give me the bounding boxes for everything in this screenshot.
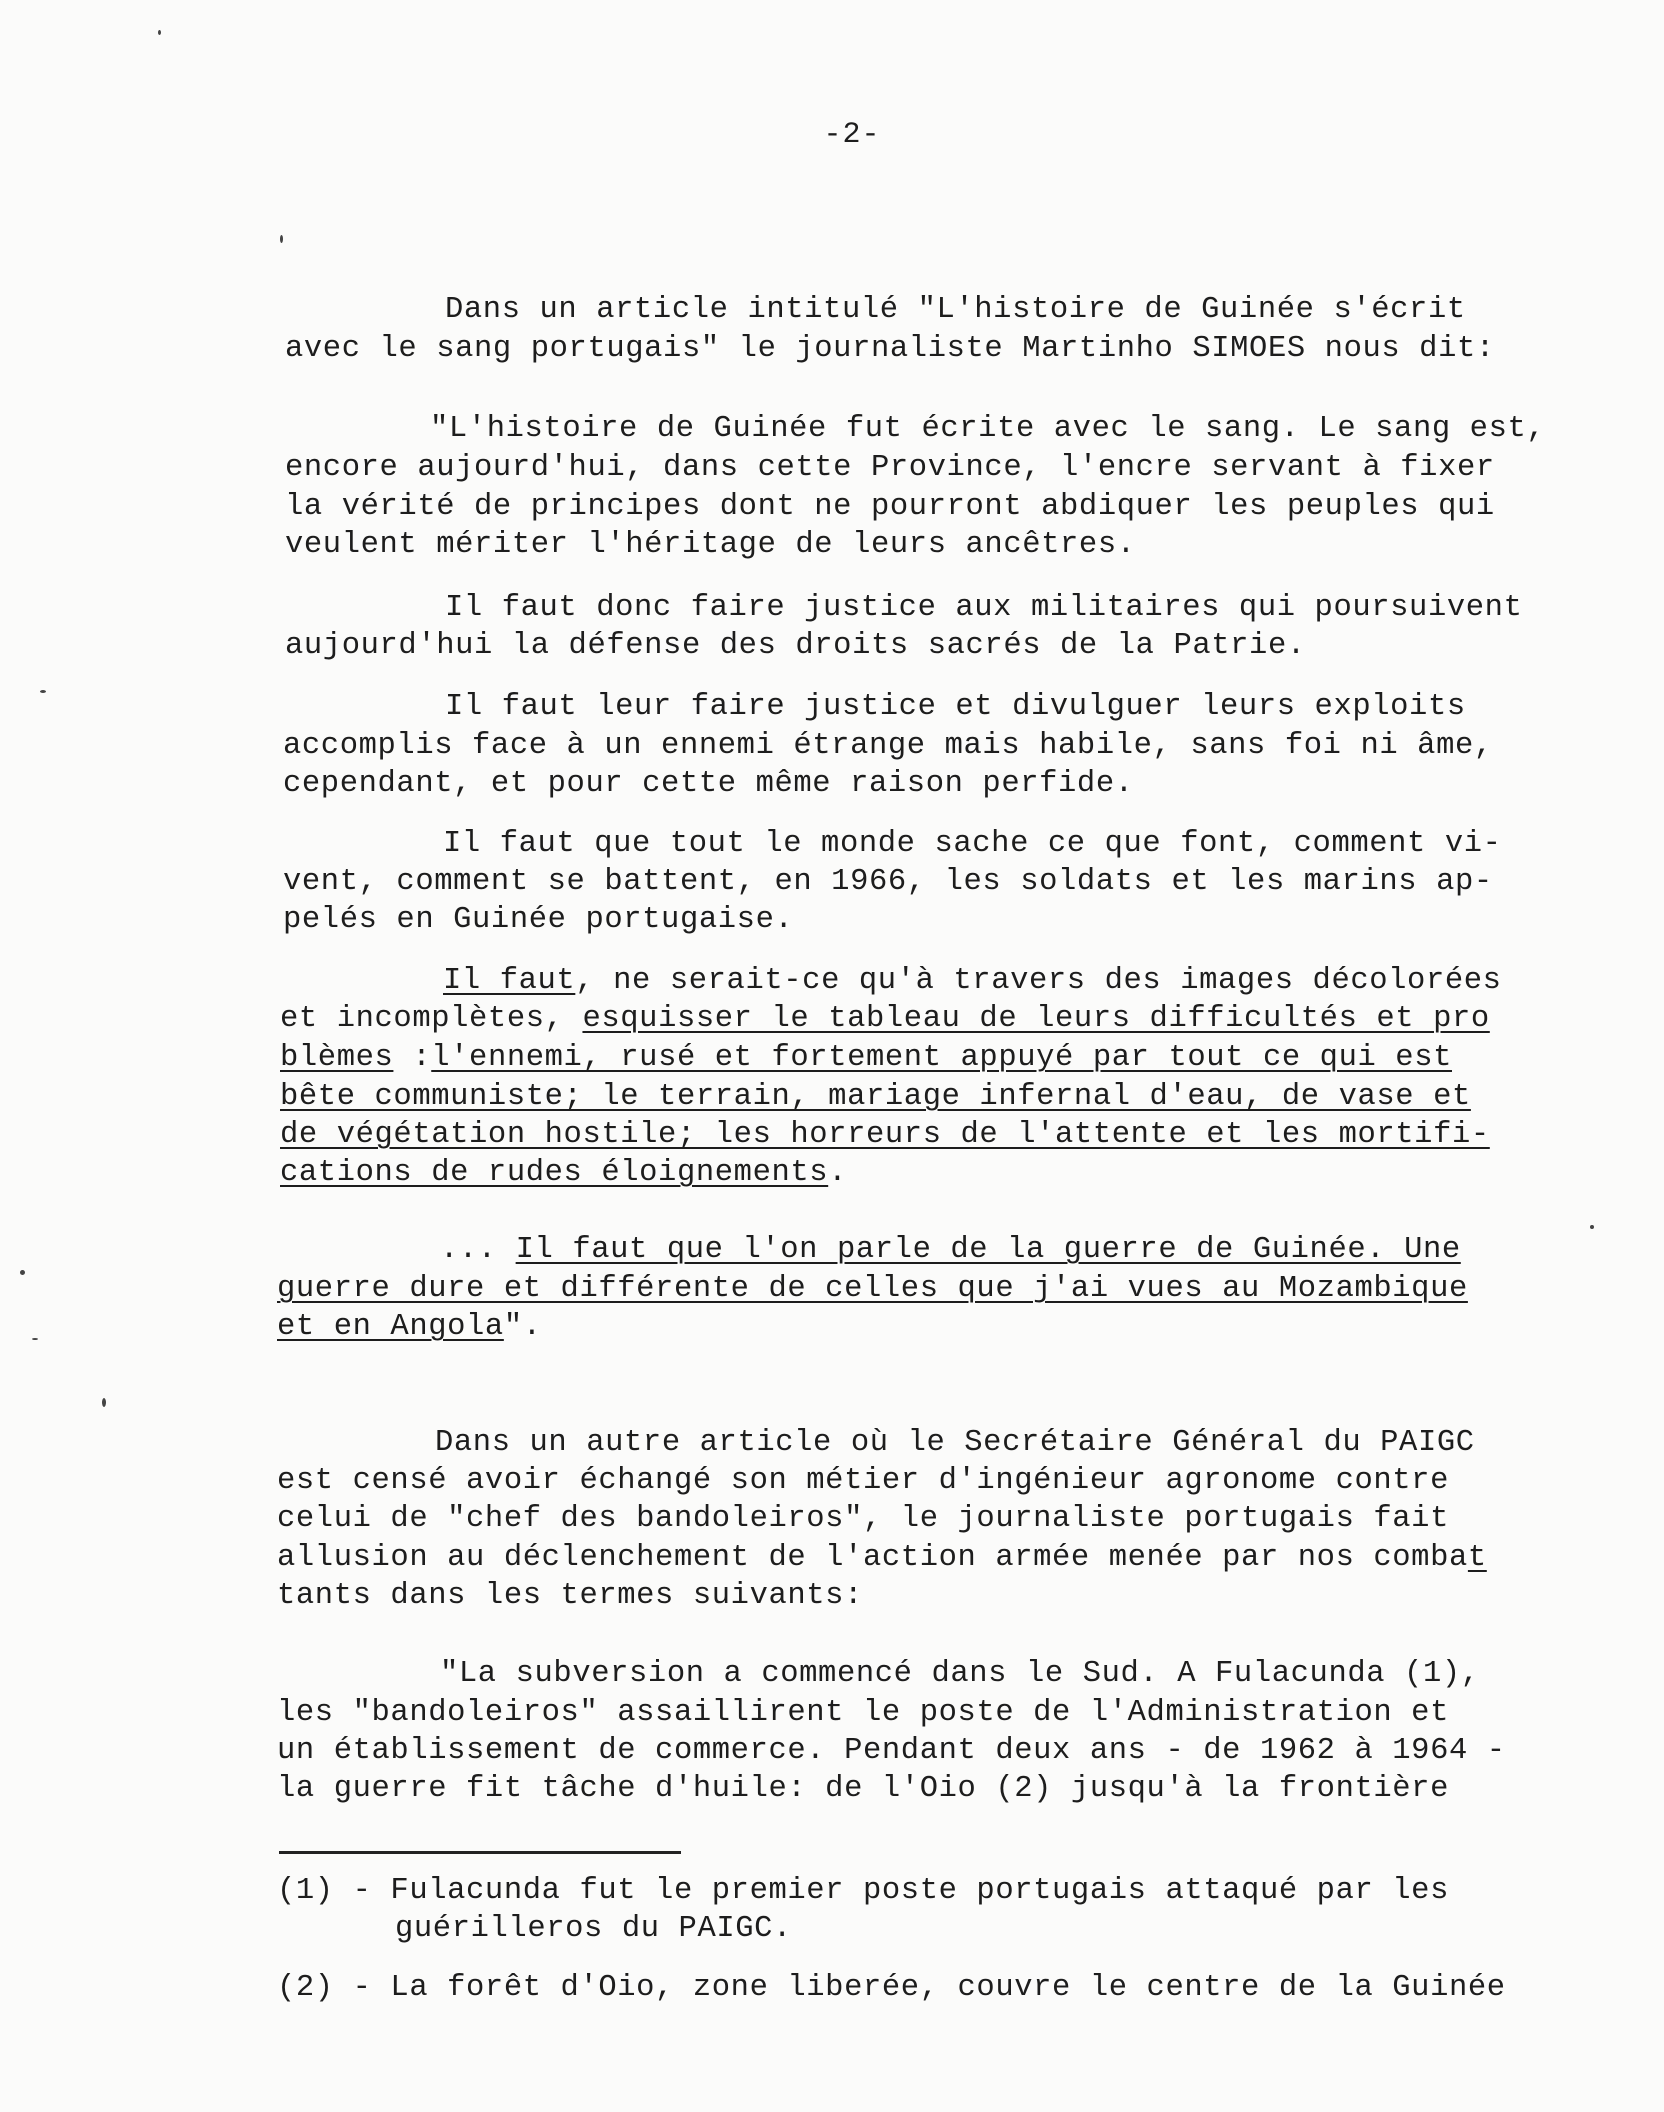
quote1-p3-line-3: cependant, et pour cette même raison perfide. <box>283 767 1134 801</box>
underlined-phrase: guerre dure et différente de celles que j'ai vues au Mozambique <box>277 1272 1468 1306</box>
quote1-p4-line-2: vent, comment se battent, en 1966, les soldats et les marins ap- <box>283 865 1493 899</box>
quote1-p4-line-3: pelés en Guinée portugaise. <box>283 903 794 937</box>
footnote-separator <box>279 1851 681 1854</box>
underlined-phrase: cations de rudes éloignements <box>280 1156 829 1190</box>
quote1-p3-line-1: Il faut leur faire justice et divulguer leurs exploits <box>445 690 1466 724</box>
line-text: , ne serait-ce qu'à travers des images décolorées <box>575 964 1502 998</box>
para2-line-3: celui de "chef des bandoleiros", le journaliste portugais fait <box>277 1502 1449 1536</box>
scan-speck <box>102 1398 106 1407</box>
quote1-p4-line-1: Il faut que tout le monde sache ce que font, comment vi- <box>443 827 1502 861</box>
underlined-phrase: blèmes <box>280 1041 394 1075</box>
quote1-p6-line-2 <box>277 1271 1468 1307</box>
footnote-2-line-1: (2) - La forêt d'Oio, zone liberée, couvre le centre de la Guinée <box>277 1971 1506 2005</box>
quote1-p2-line-1: Il faut donc faire justice aux militaires qui poursuivent <box>445 591 1523 625</box>
underlined-phrase: esquisser le tableau de leurs difficultés et pro <box>582 1002 1490 1036</box>
quote1-p6-line-1 <box>440 1232 1461 1268</box>
quote1-p5-line-6 <box>280 1155 847 1191</box>
quote2-line-4: la guerre fit tâche d'huile: de l'Oio (2) jusqu'à la frontière <box>277 1772 1449 1806</box>
footnote-1-line-2: guérilleros du PAIGC. <box>395 1912 792 1946</box>
scan-speck <box>158 30 161 35</box>
para2-line-1: Dans un autre article où le Secrétaire Général du PAIGC <box>435 1426 1475 1460</box>
quote1-p5-line-1 <box>443 963 1502 999</box>
scan-speck <box>40 690 46 693</box>
quote1-p5-line-4 <box>280 1079 1471 1115</box>
intro-line-2: avec le sang portugais" le journaliste Martinho SIMOES nous dit: <box>285 332 1495 366</box>
page-number: -2- <box>823 118 881 152</box>
scan-speck <box>20 1270 25 1275</box>
line-text: . <box>828 1156 848 1190</box>
scan-speck <box>1590 1225 1594 1229</box>
line-text: ". <box>503 1310 542 1344</box>
quote1-p1-line-3: la vérité de principes dont ne pourront abdiquer les peuples qui <box>285 490 1495 524</box>
scan-speck <box>32 1338 38 1340</box>
para2-line-4 <box>277 1540 1487 1576</box>
quote1-p5-line-2 <box>280 1001 1490 1037</box>
underlined-phrase: bête communiste; le terrain, mariage infernal d'eau, de vase et <box>280 1080 1471 1114</box>
underlined-phrase: Il faut que l'on parle de la guerre de Guinée. Une <box>515 1233 1461 1267</box>
quote1-p2-line-2: aujourd'hui la défense des droits sacrés de la Patrie. <box>285 629 1306 663</box>
quote2-line-1: "La subversion a commencé dans le Sud. A Fulacunda (1), <box>440 1657 1480 1691</box>
quote1-p5-line-3 <box>280 1040 1452 1076</box>
scan-speck <box>280 235 283 243</box>
quote1-p3-line-2: accomplis face à un ennemi étrange mais habile, sans foi ni âme, <box>283 729 1493 763</box>
line-text: ... <box>440 1233 516 1267</box>
quote1-p1-line-2: encore aujourd'hui, dans cette Province, l'encre servant à fixer <box>285 451 1495 485</box>
underlined-phrase: Il faut <box>443 964 576 998</box>
line-text: et incomplètes, <box>280 1002 583 1036</box>
underlined-phrase: l'ennemi, rusé et fortement appuyé par tout ce qui est <box>431 1041 1452 1075</box>
underlined-letter: t <box>1467 1541 1487 1575</box>
quote1-p1-line-1: "L'histoire de Guinée fut écrite avec le sang. Le sang est, <box>430 412 1546 446</box>
footnote-1-line-1: (1) - Fulacunda fut le premier poste portugais attaqué par les <box>277 1874 1449 1908</box>
quote1-p1-line-4: veulent mériter l'héritage de leurs ancêtres. <box>285 528 1136 562</box>
para2-line-5: tants dans les termes suivants: <box>277 1579 863 1613</box>
underlined-phrase: de végétation hostile; les horreurs de l'attente et les mortifi- <box>280 1118 1490 1152</box>
para2-line-2: est censé avoir échangé son métier d'ingénieur agronome contre <box>277 1464 1449 1498</box>
quote1-p6-line-3 <box>277 1309 542 1345</box>
intro-line-1: Dans un article intitulé "L'histoire de Guinée s'écrit <box>445 293 1466 327</box>
quote1-p5-line-5 <box>280 1117 1490 1153</box>
quote2-line-2: les "bandoleiros" assaillirent le poste de l'Administration et <box>277 1696 1449 1730</box>
line-text: allusion au déclenchement de l'action armée menée par nos comba <box>277 1541 1468 1575</box>
line-text: : <box>393 1041 432 1075</box>
underlined-phrase: et en Angola <box>277 1310 504 1344</box>
quote2-line-3: un établissement de commerce. Pendant deux ans - de 1962 à 1964 - <box>277 1734 1506 1768</box>
